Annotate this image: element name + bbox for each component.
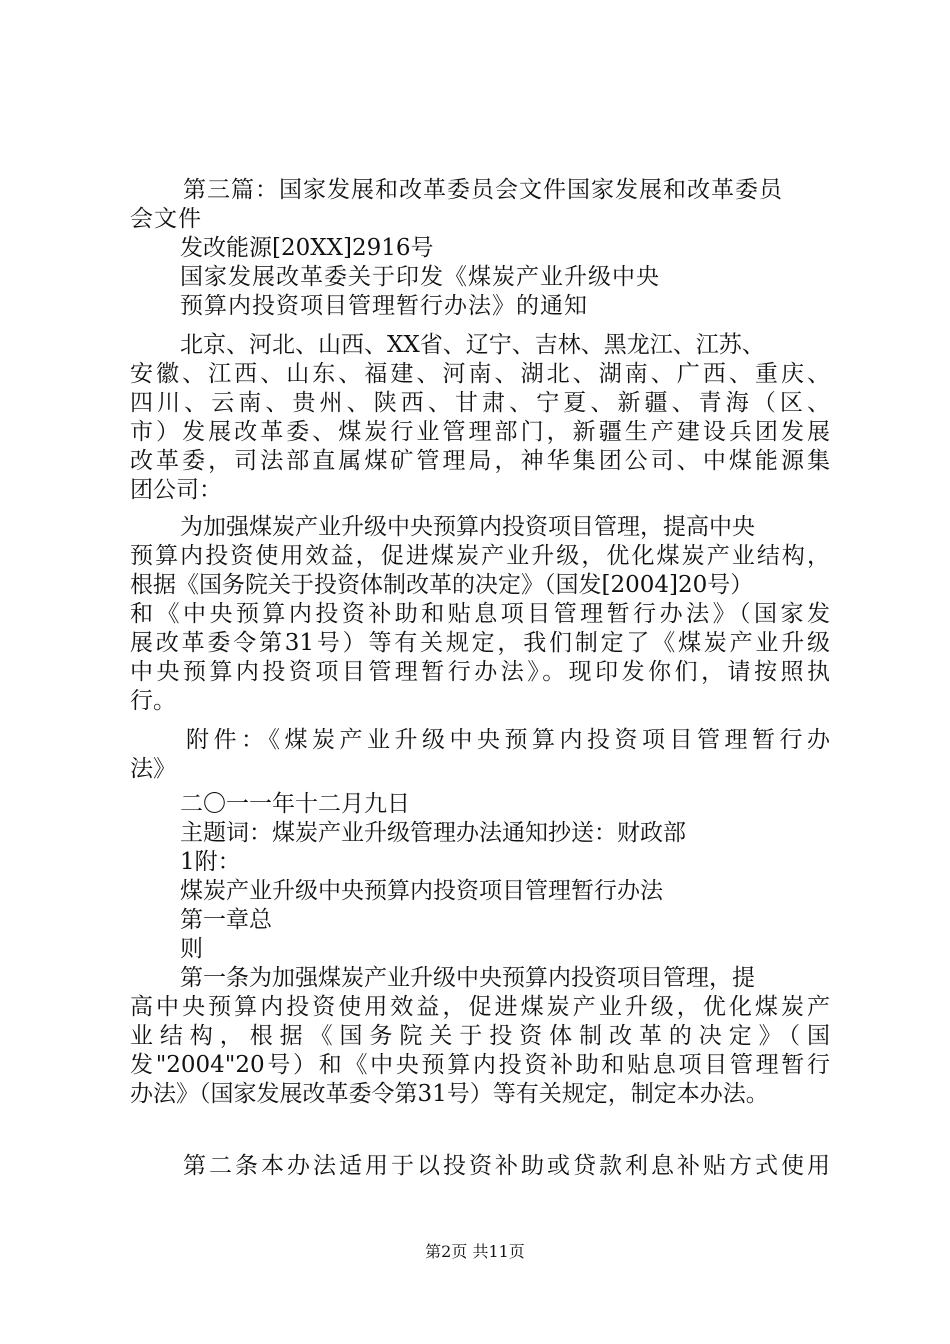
text-line: 二〇一一年十二月九日 bbox=[180, 791, 410, 817]
text-line: 北京、河北、山西、XX省、辽宁、吉林、黑龙江、江苏、 bbox=[180, 332, 765, 358]
text-line: 展改革委令第31号）等有关规定，我们制定了《煤炭产业升级 bbox=[130, 630, 830, 656]
text-line: 团公司： bbox=[130, 477, 222, 503]
page-number-footer: 第2页 共11页 bbox=[425, 1242, 525, 1261]
text-line: 和《中央预算内投资补助和贴息项目管理暂行办法》（国家发 bbox=[130, 601, 830, 627]
text-line: 第二条本办法适用于以投资补助或贷款利息补贴方式使用 bbox=[183, 1153, 830, 1179]
text-line: 第一章总 bbox=[180, 907, 272, 933]
text-line: 煤炭产业升级中央预算内投资项目管理暂行办法 bbox=[180, 878, 663, 904]
text-line: 预算内投资使用效益，促进煤炭产业升级，优化煤炭产业结构， bbox=[130, 543, 830, 569]
text-line: 1附： bbox=[180, 849, 241, 875]
text-line: 法》 bbox=[130, 756, 176, 782]
text-line: 四川、云南、贵州、陕西、甘肃、宁夏、新疆、青海（区、 bbox=[130, 390, 830, 416]
text-line: 第一条为加强煤炭产业升级中央预算内投资项目管理，提 bbox=[180, 965, 755, 991]
text-line: 改革委，司法部直属煤矿管理局，神华集团公司、中煤能源集 bbox=[130, 448, 830, 474]
text-line: 第三篇：国家发展和改革委员会文件国家发展和改革委员 bbox=[183, 177, 783, 203]
text-line: 根据《国务院关于投资体制改革的决定》（国发[2004]20号） bbox=[130, 572, 754, 598]
text-line: 办法》（国家发展改革委令第31号）等有关规定，制定本办法。 bbox=[130, 1081, 769, 1107]
text-line: 会文件 bbox=[130, 206, 202, 232]
text-line: 国家发展改革委关于印发《煤炭产业升级中央 bbox=[180, 264, 660, 290]
text-line: 行。 bbox=[130, 688, 176, 714]
text-line: 业结构，根据《国务院关于投资体制改革的决定》（国 bbox=[130, 1023, 830, 1049]
text-line: 中央预算内投资项目管理暂行办法》。现印发你们，请按照执 bbox=[130, 659, 830, 685]
text-line: 预算内投资项目管理暂行办法》的通知 bbox=[180, 293, 588, 319]
text-line: 发"2004"20号）和《中央预算内投资补助和贴息项目管理暂行 bbox=[130, 1052, 830, 1078]
text-line: 为加强煤炭产业升级中央预算内投资项目管理，提高中央 bbox=[180, 514, 755, 540]
text-line: 主题词：煤炭产业升级管理办法通知抄送：财政部 bbox=[180, 820, 686, 846]
text-line: 则 bbox=[180, 936, 203, 962]
text-line: 安徽、江西、山东、福建、河南、湖北、湖南、广西、重庆、 bbox=[130, 361, 830, 387]
text-line: 附件：《煤炭产业升级中央预算内投资项目管理暂行办 bbox=[186, 727, 830, 753]
text-line: 高中央预算内投资使用效益，促进煤炭产业升级，优化煤炭产 bbox=[130, 994, 830, 1020]
text-line: 发改能源[20XX]2916号 bbox=[180, 235, 434, 261]
text-line: 市）发展改革委、煤炭行业管理部门，新疆生产建设兵团发展 bbox=[130, 419, 830, 445]
